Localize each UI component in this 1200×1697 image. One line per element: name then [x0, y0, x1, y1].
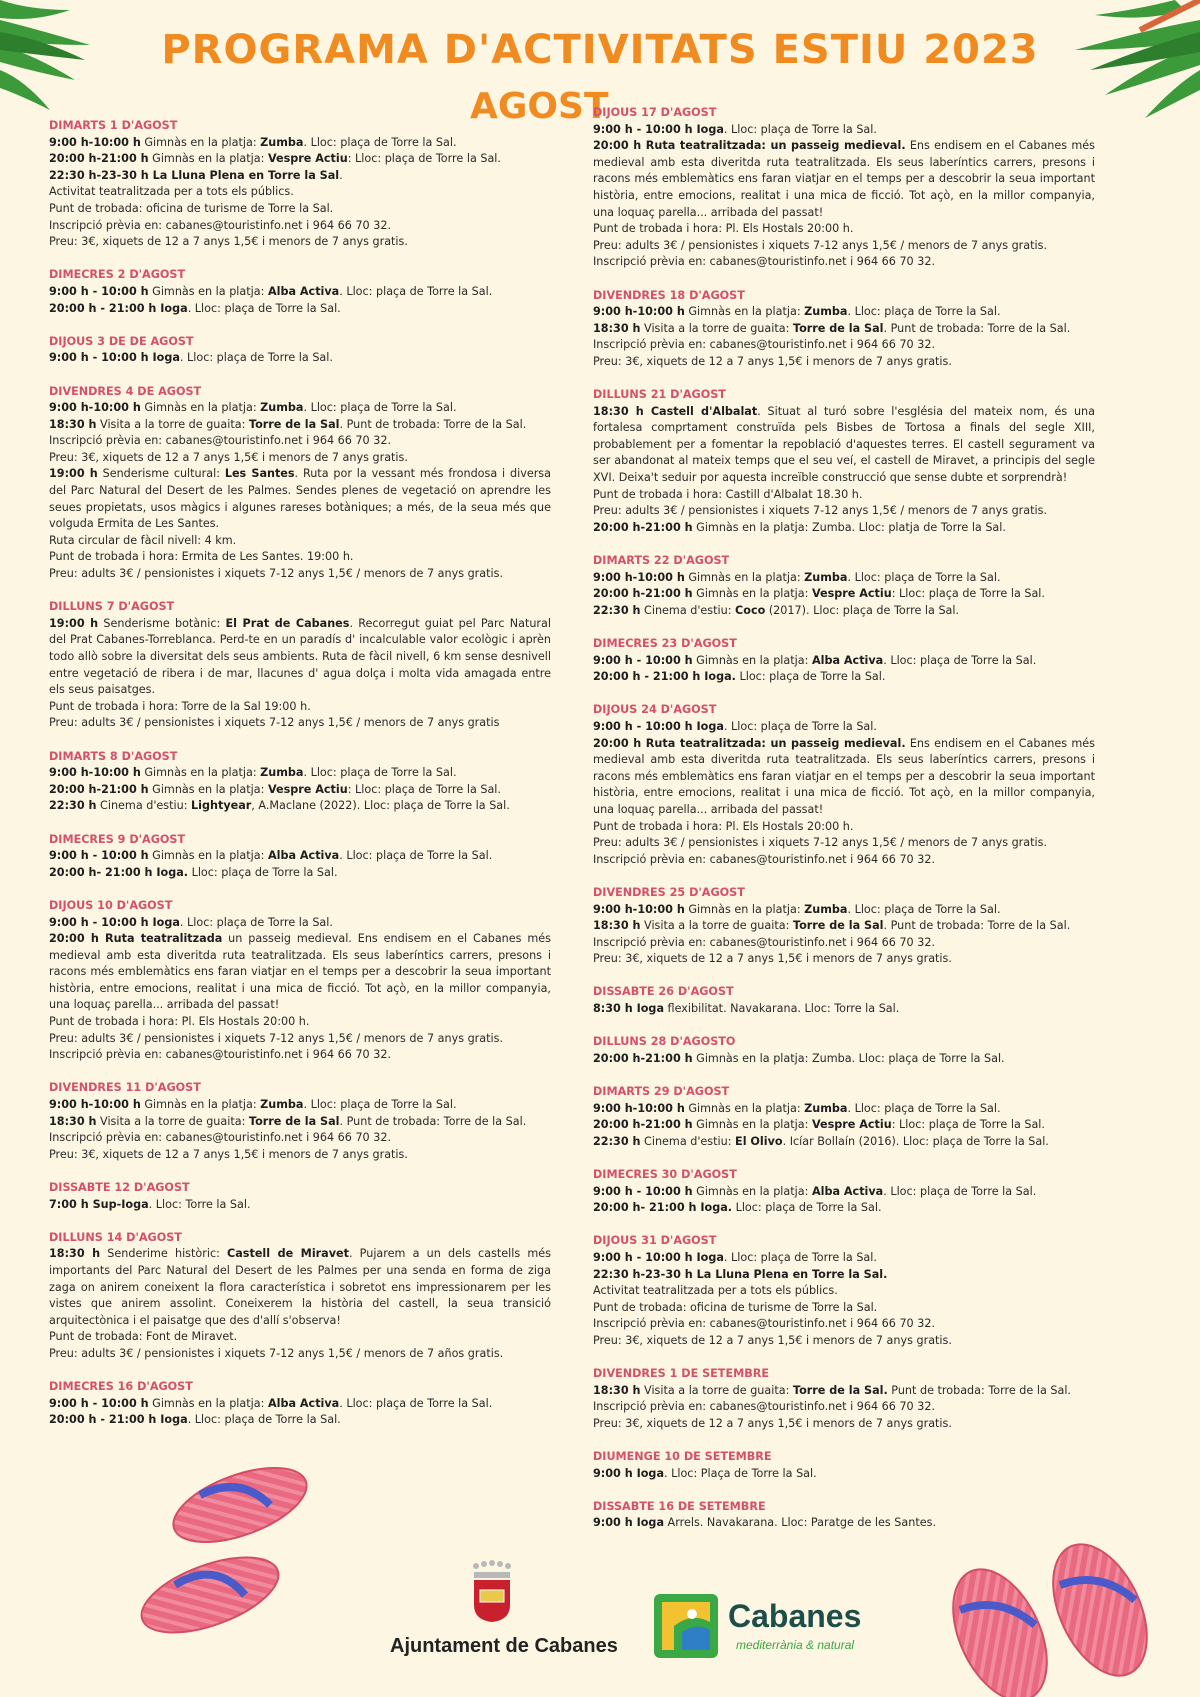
activity-line: Punt de trobada i hora: Pl. Els Hostals 20:00 h.	[593, 222, 854, 236]
day-block	[49, 898, 551, 1064]
activity-line: 22:30 h Cinema d'estiu: Lightyear, A.Maclane (2022). Lloc: plaça de Torre la Sal.	[49, 799, 510, 813]
activity-line: 9:00 h - 10:00 h Gimnàs en la platja: Alba Activa. Lloc: plaça de Torre la Sal.	[49, 284, 493, 298]
activity-line: Inscripció prèvia en: cabanes@touristinfo.net i 964 66 70 32.	[593, 1400, 936, 1414]
activity-line: 9:00 h - 10:00 h Ioga. Lloc: plaça de Torre la Sal.	[593, 1250, 877, 1264]
activity-line: Preu: adults 3€ / pensionistes i xiquets 7-12 anys 1,5€ / menors de 7 anys gratis.	[49, 567, 504, 581]
activity-line: 20:00 h- 21:00 h Ioga. Lloc: plaça de Torre la Sal.	[49, 865, 338, 879]
activity-line: Preu: 3€, xiquets de 12 a 7 anys 1,5€ i menors de 7 anys gratis.	[593, 1416, 952, 1430]
activity-line: Preu: adults 3€ / pensionistes i xiquets 7-12 anys 1,5€ / menors de 7 anys gratis.	[49, 1031, 504, 1045]
activity-line: 18:30 h Castell d'Albalat. Situat al turó sobre l'església del mateix nom, és una fortalesa comprtament construïda pels Bisbes de Tortosa a finals del segle XIII, probablement per a fomentar la repoblació d'aquestes terres. El castell segurament va ser abandonat al mateix temps que el seu veí, el castell de Miravet, a principis del segle XVI. Deixa't seduir por aquesta increïble construcció que sense dubte et sorprendrà!	[593, 404, 1095, 485]
activity-line: 9:00 h Ioga Arrels. Navakarana. Lloc: Paratge de les Santes.	[593, 1516, 937, 1530]
activity-line: 9:00 h - 10:00 h Ioga. Lloc: plaça de Torre la Sal.	[593, 122, 877, 136]
cabanes-brand-tagline: mediterrània & natural	[736, 1638, 855, 1652]
page-title: PROGRAMA D'ACTIVITATS ESTIU 2023	[161, 27, 1039, 73]
activity-line: 9:00 h - 10:00 h Gimnàs en la platja: Alba Activa. Lloc: plaça de Torre la Sal.	[49, 849, 493, 863]
activity-line: 9:00 h - 10:00 h Ioga. Lloc: plaça de Torre la Sal.	[49, 915, 333, 929]
activity-line: Preu: 3€, xiquets de 12 a 7 anys 1,5€ i menors de 7 anys gratis.	[593, 1333, 952, 1347]
activity-line: 9:00 h Ioga. Lloc: Plaça de Torre la Sal.	[593, 1466, 817, 1480]
day-block	[49, 384, 551, 583]
activity-line: Inscripció prèvia en: cabanes@touristinfo.net i 964 66 70 32.	[49, 1131, 392, 1145]
day-block	[593, 984, 1095, 1017]
day-title: DIMARTS 1 D'AGOST	[49, 119, 178, 132]
day-title: DIVENDRES 1 DE SETEMBRE	[593, 1367, 770, 1381]
activity-line: 18:30 h Visita a la torre de guaita: Torre de la Sal. Punt de trobada: Torre de la Sal.	[49, 417, 527, 431]
day-block	[593, 1084, 1095, 1150]
day-title: DIJOUS 24 D'AGOST	[593, 703, 717, 717]
activity-line: Inscripció prèvia en: cabanes@touristinfo.net i 964 66 70 32.	[593, 338, 936, 352]
activity-line: Inscripció prèvia en: cabanes@touristinfo.net i 964 66 70 32.	[49, 1048, 392, 1062]
activity-line: 20:00 h-21:00 h Gimnàs en la platja: Vespre Actiu: Lloc: plaça de Torre la Sal.	[49, 782, 501, 796]
activity-line: 18:30 h Senderime històric: Castell de Miravet. Pujarem a un dels castells més importants del Parc Natural del Desert de les Palmes per una senda en forma de ziga zaga on anirem coneixent la flora característica i sobretot ens impressionarem per les vistes que anirem assolint. Coneixerem la història del castell, la seua transició arquitectònica i el paisatge que des d'allí s'observa!	[49, 1247, 551, 1327]
activity-line: 9:00 h - 10:00 h Ioga. Lloc: plaça de Torre la Sal.	[593, 719, 877, 733]
activity-line: 20:00 h- 21:00 h Ioga. Lloc: plaça de Torre la Sal.	[593, 1201, 882, 1215]
activity-line: Punt de trobada: oficina de turisme de Torre la Sal.	[593, 1300, 878, 1314]
activity-line: 8:30 h Ioga flexibilitat. Navakarana. Lloc: Torre la Sal.	[593, 1002, 900, 1016]
left-column	[49, 118, 551, 1446]
day-block	[49, 599, 551, 732]
activity-line: 18:30 h Visita a la torre de guaita: Torre de la Sal. Punt de trobada: Torre de la Sal.	[593, 1383, 1071, 1397]
activity-line: Inscripció prèvia en: cabanes@touristinfo.net i 964 66 70 32.	[49, 434, 392, 448]
day-title: DIMECRES 30 D'AGOST	[593, 1168, 737, 1181]
activity-line: Punt de trobada: oficina de turisme de Torre la Sal.	[49, 201, 334, 215]
activity-line: 18:30 h Visita a la torre de guaita: Torre de la Sal. Punt de trobada: Torre de la Sal.	[49, 1114, 527, 1128]
day-block	[49, 334, 551, 367]
flip-flops-right-icon	[940, 1540, 1160, 1697]
day-block	[49, 1230, 551, 1363]
day-title: DIMARTS 8 D'AGOST	[49, 749, 178, 763]
day-title: DISSABTE 26 D'AGOST	[593, 985, 734, 999]
activity-line: Inscripció prèvia en: cabanes@touristinfo.net i 964 66 70 32.	[593, 255, 936, 269]
activity-line: Preu: adults 3€ / pensionistes i xiquets 7-12 anys 1,5€ / menors de 7 anys gratis	[49, 716, 500, 730]
day-title: DIJOUS 17 D'AGOST	[593, 106, 717, 119]
activity-line: 9:00 h - 10:00 h Gimnàs en la platja: Alba Activa. Lloc: plaça de Torre la Sal.	[49, 1396, 493, 1410]
day-title: DILLUNS 7 D'AGOST	[49, 600, 175, 614]
activity-line: 20:00 h-21:00 h Gimnàs en la platja: Vespre Actiu: Lloc: plaça de Torre la Sal.	[593, 587, 1045, 601]
activity-line: 19:00 h Senderisme botànic: El Prat de Cabanes. Recorregut guiat pel Parc Natural del Prat Cabanes-Torreblanca. Perd-te en un paradís d' incalculable valor ecològic i aprèn todo allò sobre la diversitat dels seus ambients. Ruta de fàcil nivell, 6 km sense desnivell entre vegetació de ribera i de mar, llacunes d' agua dolça i molta vida amagada entre els seus paisatges.	[49, 616, 551, 697]
activity-line: Punt de trobada i hora: Ermita de Les Santes. 19:00 h.	[49, 550, 354, 564]
activity-line: Inscripció prèvia en: cabanes@touristinfo.net i 964 66 70 32.	[593, 935, 936, 949]
activity-line: 9:00 h-10:00 h Gimnàs en la platja: Zumba. Lloc: plaça de Torre la Sal.	[593, 305, 1001, 319]
day-title: DIMECRES 2 D'AGOST	[49, 268, 186, 282]
day-title: DIVENDRES 25 D'AGOST	[593, 885, 745, 899]
activity-line: 20:00 h - 21:00 h Ioga. Lloc: plaça de Torre la Sal.	[49, 1413, 341, 1427]
day-title: DISSABTE 12 D'AGOST	[49, 1181, 190, 1194]
ajuntament-name: Ajuntament de Cabanes	[390, 1635, 618, 1657]
activity-line: 20:00 h Ruta teatralitzada un passeig medieval. Ens endisem en el Cabanes més medieval amb esta diveritda ruta teatralitzada. Els seus laberíntics carrers, presons i racons més emblemàtics ens faran viatjar en el temps per a descobrir la seua important història, entre emocions, realitat i una mica de ficció. Tot açò, en la millor companyia, una loquaç parella... arribada del passat!	[49, 932, 551, 1012]
activity-line: Punt de trobada i hora: Pl. Els Hostals 20:00 h.	[593, 819, 854, 833]
activity-line: Preu: 3€, xiquets de 12 a 7 anys 1,5€ i menors de 7 anys gratis.	[49, 1147, 408, 1161]
day-title: DIJOUS 31 D'AGOST	[593, 1234, 717, 1248]
activity-line: Punt de trobada i hora: Torre de la Sal 19:00 h.	[49, 699, 311, 713]
activity-line: 9:00 h - 10:00 h Gimnàs en la platja: Alba Activa. Lloc: plaça de Torre la Sal.	[593, 1184, 1037, 1198]
day-title: DIMARTS 29 D'AGOST	[593, 1085, 730, 1099]
day-title: DIUMENGE 10 DE SETEMBRE	[593, 1450, 772, 1464]
activity-line: 20:00 h - 21:00 h Ioga. Lloc: plaça de Torre la Sal.	[49, 301, 341, 315]
activity-line: 20:00 h Ruta teatralitzada: un passeig medieval. Ens endisem en el Cabanes més medieval amb esta diveritda ruta teatralitzada. Els seus laberíntics carrers, presons i racons més emblemàtics ens faran viatjar en el temps per a descobrir la seua important història, entre emocions, realitat i una mica de ficció. Tot açò, en la millor companyia, una loquaç parella... arribada del passat!	[593, 736, 1095, 816]
activity-line: 20:00 h-21:00 h Gimnàs en la platja: Zumba. Lloc: platja de Torre la Sal.	[593, 520, 1006, 534]
activity-line: 20:00 h-21:00 h Gimnàs en la platja: Vespre Actiu: Lloc: plaça de Torre la Sal.	[49, 152, 501, 166]
day-block	[593, 105, 1095, 271]
activity-line: 20:00 h-21:00 h Gimnàs en la platja: Zumba. Lloc: plaça de Torre la Sal.	[593, 1051, 1005, 1065]
activity-line: 19:00 h Senderisme cultural: Les Santes. Ruta por la vessant més frondosa i diversa del Parc Natural del Desert de les Palmes. Sendes plenes de vegetació on aprendre les seues propietats, usos màgics i algunes rareses botàniques; a més, de la seua més que volguda Ermita de Les Santes.	[49, 467, 551, 531]
day-block	[49, 1379, 551, 1429]
activity-line: 9:00 h-10:00 h Gimnàs en la platja: Zumba. Lloc: plaça de Torre la Sal.	[593, 902, 1001, 916]
activity-line: 22:30 h-23-30 h La Lluna Plena en Torre la Sal.	[593, 1267, 888, 1281]
activity-line: Preu: adults 3€ / pensionistes i xiquets 7-12 anys 1,5€ / menors de 7 años gratis.	[49, 1346, 504, 1360]
activity-line: Activitat teatralitzada per a tots els públics.	[49, 185, 294, 199]
day-title: DILLUNS 14 D'AGOST	[49, 1230, 182, 1244]
activity-line: 7:00 h Sup-Ioga. Lloc: Torre la Sal.	[49, 1197, 251, 1211]
activity-line: 18:30 h Visita a la torre de guaita: Torre de la Sal. Punt de trobada: Torre de la Sal.	[593, 321, 1071, 335]
day-title: DILLUNS 21 D'AGOST	[593, 388, 726, 402]
activity-line: 9:00 h-10:00 h Gimnàs en la platja: Zumba. Lloc: plaça de Torre la Sal.	[49, 766, 457, 780]
cabanes-brand-logo-icon	[652, 1592, 720, 1660]
activity-line: 20:00 h Ruta teatralitzada: un passeig medieval. Ens endisem en el Cabanes més medieval amb esta diveritda ruta teatralitzada. Els seus laberíntics carrers, presons i racons més emblemàtics ens faran viatjar en el temps per a descobrir la seua important història, entre emocions, realitat i una mica de ficció. Tot açò, en la millor companyia, una loquaç parella... arribada del passat!	[593, 139, 1095, 219]
day-block	[593, 885, 1095, 968]
activity-line: Punt de trobada i hora: Pl. Els Hostals 20:00 h.	[49, 1015, 310, 1029]
day-title: DILLUNS 28 D'AGOSTO	[593, 1035, 736, 1049]
day-title: DIMECRES 9 D'AGOST	[49, 832, 186, 846]
flip-flops-left-icon	[130, 1455, 315, 1655]
activity-line: Preu: adults 3€ / pensionistes i xiquets 7-12 anys 1,5€ / menors de 7 anys gratis.	[593, 238, 1048, 252]
activity-line: 9:00 h-10:00 h Gimnàs en la platja: Zumba. Lloc: plaça de Torre la Sal.	[49, 135, 457, 149]
activity-line: 22:30 h Cinema d'estiu: El Olivo. Icíar Bollaín (2016). Lloc: plaça de Torre la Sal.	[593, 1134, 1049, 1148]
day-block	[49, 267, 551, 317]
day-block	[593, 1034, 1095, 1067]
day-block	[593, 1499, 1095, 1532]
right-column	[593, 105, 1095, 1549]
page-subtitle: AGOST	[470, 86, 609, 127]
activity-line: Preu: 3€, xiquets de 12 a 7 anys 1,5€ i menors de 7 anys gratis.	[49, 235, 408, 249]
day-block	[593, 387, 1095, 536]
activity-line: Preu: adults 3€ / pensionistes i xiquets 7-12 anys 1,5€ / menors de 7 anys gratis.	[593, 836, 1048, 850]
activity-line: 9:00 h-10:00 h Gimnàs en la platja: Zumba. Lloc: plaça de Torre la Sal.	[593, 570, 1001, 584]
activity-line: 9:00 h - 10:00 h Gimnàs en la platja: Alba Activa. Lloc: plaça de Torre la Sal.	[593, 653, 1037, 667]
activity-line: Activitat teatralitzada per a tots els públics.	[593, 1284, 838, 1298]
day-title: DIVENDRES 11 D'AGOST	[49, 1081, 201, 1095]
day-block	[49, 1080, 551, 1163]
day-block	[593, 1167, 1095, 1217]
day-title: DIMECRES 23 D'AGOST	[593, 637, 737, 650]
activity-line: Preu: 3€, xiquets de 12 a 7 anys 1,5€ i menors de 7 anys gratis.	[593, 354, 952, 368]
day-block	[49, 1180, 551, 1213]
day-block	[593, 636, 1095, 686]
day-block	[49, 749, 551, 815]
activity-line: Ruta circular de fàcil nivell: 4 km.	[49, 533, 237, 547]
day-block	[593, 702, 1095, 868]
activity-line: 9:00 h - 10:00 h Ioga. Lloc: plaça de Torre la Sal.	[49, 351, 333, 365]
activity-line: 20:00 h-21:00 h Gimnàs en la platja: Vespre Actiu: Lloc: plaça de Torre la Sal.	[593, 1118, 1045, 1132]
day-title: DIMARTS 22 D'AGOST	[593, 554, 730, 568]
activity-line: Preu: adults 3€ / pensionistes i xiquets 7-12 anys 1,5€ / menors de 7 anys gratis.	[593, 504, 1048, 518]
activity-line: Preu: 3€, xiquets de 12 a 7 anys 1,5€ i menors de 7 anys gratis.	[49, 450, 408, 464]
day-title: DIJOUS 10 D'AGOST	[49, 898, 173, 912]
day-block	[49, 118, 551, 251]
activity-line: 9:00 h-10:00 h Gimnàs en la platja: Zumba. Lloc: plaça de Torre la Sal.	[49, 401, 457, 415]
ajuntament-coat-of-arms-icon	[470, 1560, 514, 1624]
day-block	[593, 288, 1095, 371]
day-block	[593, 1449, 1095, 1482]
day-title: DIVENDRES 18 D'AGOST	[593, 288, 745, 302]
day-block	[593, 1233, 1095, 1349]
activity-line: 22:30 h Cinema d'estiu: Coco (2017). Lloc: plaça de Torre la Sal.	[593, 603, 960, 617]
activity-line: 9:00 h-10:00 h Gimnàs en la platja: Zumba. Lloc: plaça de Torre la Sal.	[49, 1098, 457, 1112]
day-title: DIMECRES 16 D'AGOST	[49, 1380, 193, 1394]
day-title: DIVENDRES 4 DE AGOST	[49, 384, 202, 398]
day-title: DIJOUS 3 DE DE AGOST	[49, 334, 194, 348]
activity-line: 18:30 h Visita a la torre de guaita: Torre de la Sal. Punt de trobada: Torre de la Sal.	[593, 919, 1071, 933]
activity-line: Inscripció prèvia en: cabanes@touristinfo.net i 964 66 70 32.	[49, 218, 392, 232]
activity-line: Punt de trobada i hora: Castill d'Albalat 18.30 h.	[593, 487, 863, 501]
activity-line: Punt de trobada: Font de Miravet.	[49, 1330, 238, 1344]
day-block	[593, 553, 1095, 619]
activity-line: 20:00 h - 21:00 h Ioga. Lloc: plaça de Torre la Sal.	[593, 670, 886, 684]
activity-line: Inscripció prèvia en: cabanes@touristinfo.net i 964 66 70 32.	[593, 1317, 936, 1331]
activity-line: 22:30 h-23-30 h La Lluna Plena en Torre la Sal.	[49, 168, 343, 182]
activity-line: Preu: 3€, xiquets de 12 a 7 anys 1,5€ i menors de 7 anys gratis.	[593, 952, 952, 966]
day-block	[49, 832, 551, 882]
activity-line: 9:00 h-10:00 h Gimnàs en la platja: Zumba. Lloc: plaça de Torre la Sal.	[593, 1101, 1001, 1115]
activity-line: Inscripció prèvia en: cabanes@touristinfo.net i 964 66 70 32.	[593, 852, 936, 866]
cabanes-brand-name: Cabanes	[728, 1598, 862, 1634]
day-block	[593, 1366, 1095, 1432]
day-title: DISSABTE 16 DE SETEMBRE	[593, 1499, 766, 1513]
